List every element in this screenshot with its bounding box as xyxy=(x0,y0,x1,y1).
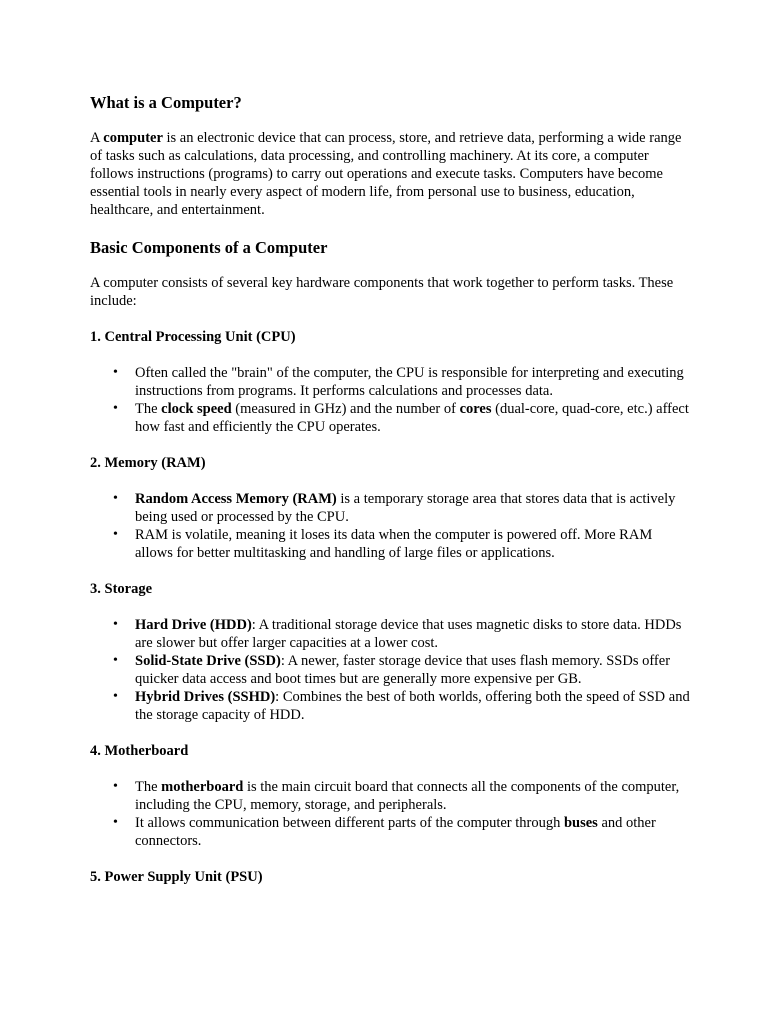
list-item xyxy=(113,814,690,850)
heading-memory: 2. Memory (RAM) xyxy=(90,455,206,471)
cpu-list xyxy=(90,364,690,436)
storage-item-1-text: : A traditional storage device that uses magnetic disks to store data. HDDs are slower but offer larger capacities at a lower cost. xyxy=(135,617,682,651)
bullet-icon: • xyxy=(113,689,118,704)
motherboard-item-1-text-c: is the main circuit board that connects all the components of the computer, including the CPU, memory, storage, and peripherals. xyxy=(135,779,680,813)
bullet-icon: • xyxy=(113,491,118,506)
list-item xyxy=(113,490,690,526)
heading-storage: 3. Storage xyxy=(90,581,153,597)
bullet-icon: • xyxy=(113,527,118,542)
motherboard-item-2-bold-buses: buses xyxy=(563,815,598,831)
heading-psu: 5. Power Supply Unit (PSU) xyxy=(90,869,263,885)
intro-paragraph xyxy=(90,129,690,219)
motherboard-item-1-bold: motherboard xyxy=(161,779,244,795)
intro-text-rest: is an electronic device that can process, store, and retrieve data, performing a wide range of tasks such as calculations, data processing, and controlling machinery. At its core, a computer follows instructions (programs) to carry out operations and execute tasks. Computers have become essential tools in nearly every aspect of modern life, from personal use to business, education, healthcare, and entertainment. xyxy=(90,130,682,218)
bullet-icon: • xyxy=(113,653,118,668)
bullet-icon: • xyxy=(113,617,118,632)
cpu-item-2-bold-cores: cores xyxy=(459,401,492,417)
storage-list xyxy=(90,616,690,724)
cpu-item-2-text-e: (dual-core, quad-core, etc.) affect how fast and efficiently the CPU operates. xyxy=(135,401,689,435)
storage-item-3-bold: Hybrid Drives (SSHD) xyxy=(135,689,276,705)
ram-list xyxy=(90,490,690,562)
ram-item-1-text: is a temporary storage area that stores data that is actively being used or processed by the CPU. xyxy=(135,491,676,525)
bullet-icon: • xyxy=(113,365,118,380)
bullet-icon: • xyxy=(113,779,118,794)
bullet-icon: • xyxy=(113,401,118,416)
motherboard-item-2-text-c: and other connectors. xyxy=(135,815,656,849)
list-item xyxy=(113,616,690,652)
cpu-item-2-text-c: (measured in GHz) and the number of xyxy=(231,401,460,417)
motherboard-item-2-text-a: It allows communication between different parts of the computer through xyxy=(135,815,564,831)
list-item xyxy=(113,364,690,400)
document-page xyxy=(90,92,690,904)
list-item xyxy=(113,778,690,814)
bullet-icon: • xyxy=(113,815,118,830)
heading-cpu: 1. Central Processing Unit (CPU) xyxy=(90,329,296,345)
storage-item-3-text: : Combines the best of both worlds, offering both the speed of SSD and the storage capacity of HDD. xyxy=(135,689,690,723)
intro-bold-computer: computer xyxy=(103,130,163,146)
components-intro-paragraph: A computer consists of several key hardware components that work together to perform tasks. These include: xyxy=(90,275,674,309)
heading-motherboard: 4. Motherboard xyxy=(90,743,189,759)
motherboard-item-1-text-a: The xyxy=(135,779,162,795)
motherboard-list xyxy=(90,778,690,850)
cpu-item-2-text-a: The xyxy=(135,401,162,417)
storage-item-1-bold: Hard Drive (HDD) xyxy=(135,617,252,633)
list-item xyxy=(113,652,690,688)
list-item xyxy=(113,526,690,562)
ram-item-1-bold: Random Access Memory (RAM) xyxy=(135,491,337,507)
list-item xyxy=(113,688,690,724)
cpu-item-1-text: Often called the "brain" of the computer, the CPU is responsible for interpreting and executing instructions from programs. It performs calculations and processes data. xyxy=(135,365,684,399)
heading-what-is-a-computer: What is a Computer? xyxy=(90,93,242,112)
storage-item-2-text: : A newer, faster storage device that uses flash memory. SSDs offer quicker data access and boot times but are generally more expensive per GB. xyxy=(135,653,671,687)
intro-text-start: A xyxy=(90,130,104,146)
cpu-item-2-bold-clock-speed: clock speed xyxy=(161,401,232,417)
ram-item-2-text: RAM is volatile, meaning it loses its data when the computer is powered off. More RAM allows for better multitasking and handling of large files or applications. xyxy=(135,527,653,561)
heading-basic-components: Basic Components of a Computer xyxy=(90,238,328,257)
storage-item-2-bold: Solid-State Drive (SSD) xyxy=(135,653,281,669)
list-item xyxy=(113,400,690,436)
